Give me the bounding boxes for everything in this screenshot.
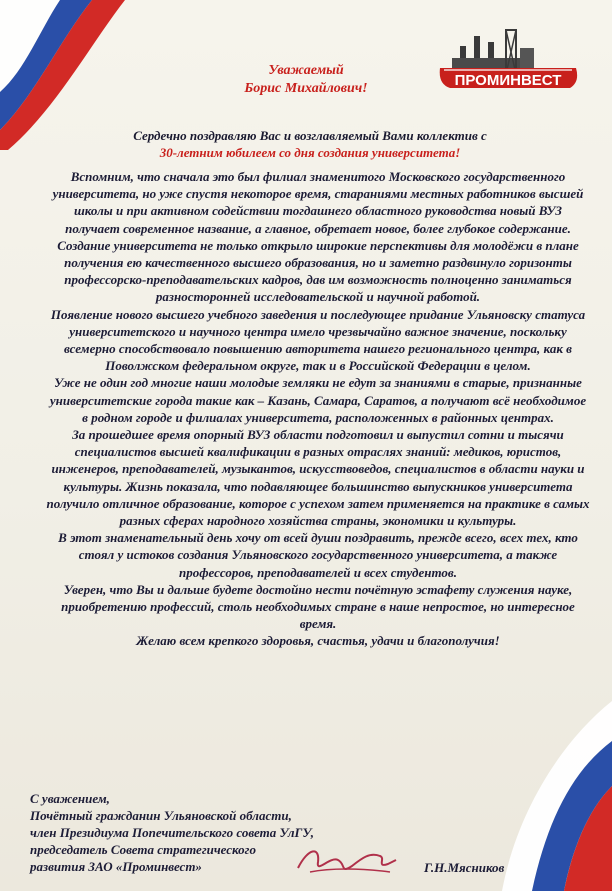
greeting-line-1: Уважаемый — [268, 63, 344, 78]
paragraph: Создание университета не только открыло широкие перспективы для молодёжи в плане получения ею качественного высшего образования, но и заметно раздвинуло горизонты профессорско-преподавательских кадров, дав им возможность полноценно заниматься разносторонней исследовательской и научной работой. — [57, 237, 579, 305]
paragraph: Появление нового высшего учебного заведения и последующее придание Ульяновску статуса университетского и научного центра имело чрезвычайно важное значение, поскольку всемерно способствовало повышению авторитета нашего регионального центра, как в Поволжском федеральном округе, так и в Российской Федерации в целом. — [50, 306, 586, 374]
closing-line: председатель Совета стратегического — [30, 842, 256, 857]
closing-line: Почётный гражданин Ульяновской области, — [30, 808, 292, 823]
closing-line: развития ЗАО «Проминвест» — [30, 859, 202, 874]
paragraph: За прошедшее время опорный ВУЗ области подготовил и выпустил сотни и тысячи специалистов высшей квалификации в разных отраслях знаний: медиков, юристов, инженеров, преподавателей, музыкантов, искусствоведов, специалистов в области науки и культуры. Жизнь показала, что подавляющее большинство выпускников университета получило отличное образование, которое с успехом затем применяется на практике в самых разных сферах народного хозяйства страны, экономики и культуры. — [46, 427, 590, 529]
letter-body — [46, 168, 590, 650]
paragraph: Уверен, что Вы и дальше будете достойно нести почётную эстафету служения науке, приобретению профессий, столь необходимых стране в наше непростое, но интересное время. — [61, 581, 575, 632]
paragraph: Желаю всем крепкого здоровья, счастья, удачи и благополучия! — [136, 633, 500, 649]
logo-brand-text: ПРОМИНВЕСТ — [454, 72, 562, 89]
handwritten-signature — [290, 838, 400, 883]
closing-line: член Президиума Попечительского совета УлГУ, — [30, 825, 315, 840]
russian-flag-ribbon-bottom-right — [492, 701, 612, 891]
intro-line-1: Сердечно поздравляю Вас и возглавляемый Вами коллектив с — [133, 128, 487, 143]
intro-line-2: 30-летним юбилеем со дня создания университета! — [159, 145, 461, 160]
greeting-line-2: Борис Михайлович! — [244, 81, 368, 96]
paragraph: Уже не один год многие наши молодые земляки не едут за знаниями в старые, признанные университетские города такие как – Казань, Самара, Саратов, а получают всё необходимое в родном городе и филиалах университета, расположенных в районных центрах. — [49, 375, 587, 425]
closing-line: С уважением, — [30, 791, 110, 806]
paragraph: В этот знаменательный день хочу от всей души поздравить, прежде всего, всех тех, кто стоял у истоков создания Ульяновского государственного университета, а также профессоров, преподавателей и всех студентов. — [58, 530, 578, 580]
paragraph: Вспомним, что сначала это был филиал знаменитого Московского государственного университета, но уже спустя некоторое время, стараниями местных работников высшей школы и при активном содействии тогдашнего областного руководства новый ВУЗ получает современное название, а главное, обретает новое, более глубокое содержание. — [52, 169, 584, 236]
signer-name: Г.Н.Мясников — [424, 860, 505, 875]
